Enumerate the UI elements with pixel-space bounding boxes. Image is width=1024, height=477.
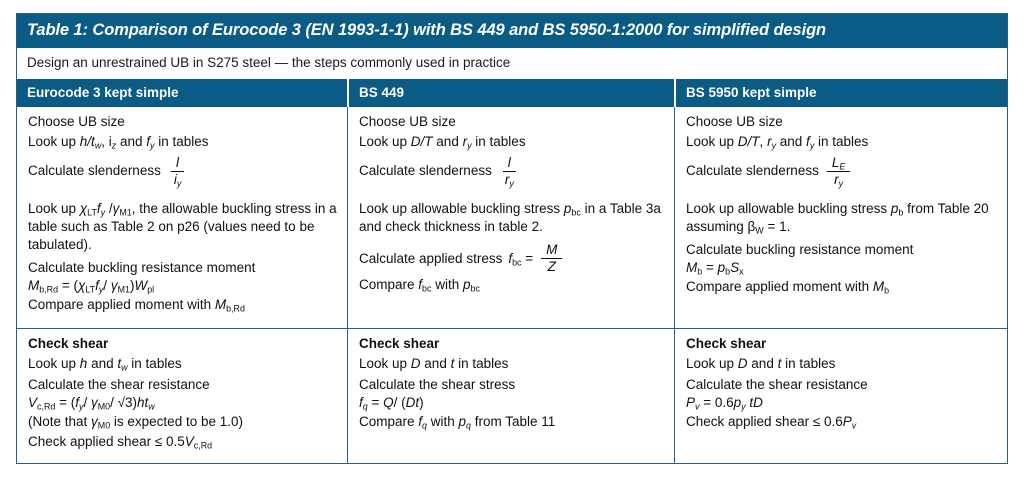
formula-moment-resistance: $M_{b,Rd} = (\chi_{LT}f_y/$ $\gamma_{M1})W_{pl}$ xyxy=(28,278,155,295)
formula-shear-resistance: $P_v = 0.6p_y$ tD xyxy=(686,395,763,412)
step-calculate-slenderness: Calculate slenderness $\frac{l}{i_y}$ xyxy=(28,156,337,187)
step-choose-ub: Choose UB size xyxy=(359,113,456,129)
cell-bs449-shear xyxy=(347,329,674,464)
slenderness-fraction: $\frac{l}{r_y}$ xyxy=(500,156,519,187)
step-lookup-buckling-stress: Look up $\chi_{LT}f_y$ $/\gamma_{M1}$, the allowable buckling stress in a table such as Table 2 on p26 (values need to be tabulated). xyxy=(28,200,337,252)
cell-bs449-bending xyxy=(347,107,674,328)
step-compare-moment: Compare applied moment with $M_{b,Rd}$ xyxy=(28,296,245,314)
step-check-applied-shear: Check applied shear ≤ $0.6P_v$ xyxy=(686,413,857,430)
cell-bs5950-shear xyxy=(674,329,1007,464)
step-calculate-slenderness: Calculate slenderness $\frac{l}{r_y}$ xyxy=(359,156,664,187)
step-lookup-buckling-stress: Look up allowable buckling stress $p_{bc}$ in a Table 3a and check thickness in table 2. xyxy=(359,200,661,234)
step-calculate-applied-stress: Calculate applied stress $f_{bc}$ = $\frac{M}{Z}$ xyxy=(359,243,664,274)
step-lookup-properties: Look up $h/t_w$, $i_z$ and $f_y$ in tables xyxy=(28,134,209,151)
table-title: Table 1: Comparison of Eurocode 3 (EN 1993-1-1) with BS 449 and BS 5950-1:2000 for simplified design xyxy=(17,14,1007,48)
note-gamma-m0: (Note that $\gamma_{M0}$ is expected to be 1.0) xyxy=(28,413,243,430)
step-compare-stress: Compare $f_{bc}$ with $p_{bc}$ xyxy=(359,277,480,294)
step-lookup-dimensions: Look up h and $t_w$ in tables xyxy=(28,356,182,373)
step-compare-moment: Compare applied moment with $M_b$ xyxy=(686,278,890,296)
step-compare-shear-stress: Compare $f_q$ with $p_q$ from Table 11 xyxy=(359,413,556,430)
slenderness-fraction: $\frac{L_E}{r_y}$ xyxy=(827,156,850,187)
column-header-bs5950: BS 5950 kept simple xyxy=(674,79,1007,107)
column-header-bs449: BS 449 xyxy=(347,79,674,107)
shear-heading: Check shear xyxy=(686,335,767,351)
step-choose-ub: Choose UB size xyxy=(686,113,783,129)
cell-eurocode3-bending xyxy=(17,107,347,328)
step-lookup-properties: Look up D/T and $r_y$ in tables xyxy=(359,134,526,151)
step-calculate-moment: Calculate buckling resistance moment xyxy=(686,241,914,257)
table-row xyxy=(17,329,1007,464)
formula-moment-resistance: $M_b = p_bS_x$ xyxy=(686,260,744,277)
column-header-eurocode3: Eurocode 3 kept simple xyxy=(27,84,179,100)
formula-shear-stress: $f_q = Q/$ (Dt) xyxy=(359,395,424,412)
step-calculate-slenderness: Calculate slenderness $\frac{L_E}{r_y}$ xyxy=(686,156,997,187)
step-check-applied-shear: Check applied shear ≤ $0.5V_{c,Rd}$ xyxy=(28,434,213,451)
table-subtitle: Design an unrestrained UB in S275 steel — the steps commonly used in practice xyxy=(17,48,1007,79)
applied-stress-fraction: $\frac{M}{Z}$ xyxy=(541,243,562,274)
step-lookup-dimensions: Look up D and t in tables xyxy=(359,356,509,371)
step-lookup-dimensions: Look up D and t in tables xyxy=(686,356,836,371)
shear-heading: Check shear xyxy=(28,335,109,351)
shear-heading: Check shear xyxy=(359,335,440,351)
step-calculate-shear-resistance: Calculate the shear resistance xyxy=(686,376,868,392)
step-calculate-moment: Calculate buckling resistance moment xyxy=(28,259,256,275)
step-calculate-shear-resistance: Calculate the shear resistance xyxy=(28,376,210,392)
cell-bs5950-bending xyxy=(674,107,1007,328)
slenderness-fraction: $\frac{l}{i_y}$ xyxy=(169,156,186,187)
formula-shear-resistance: $V_{c,Rd} = (f_y/$ $\gamma_{M0}/$ $√3)ht_w$ xyxy=(28,395,155,412)
step-calculate-shear-stress: Calculate the shear stress xyxy=(359,376,516,392)
comparison-table xyxy=(16,13,1008,464)
step-choose-ub: Choose UB size xyxy=(28,113,125,129)
step-lookup-buckling-stress: Look up allowable buckling stress $p_b$ from Table 20 assuming $\beta_W = 1$. xyxy=(686,200,989,236)
step-lookup-properties: Look up D/T, $r_y$ and $f_y$ in tables xyxy=(686,134,869,151)
cell-eurocode3-shear xyxy=(17,329,347,464)
table-row xyxy=(17,107,1007,329)
column-header-row xyxy=(17,79,1007,107)
